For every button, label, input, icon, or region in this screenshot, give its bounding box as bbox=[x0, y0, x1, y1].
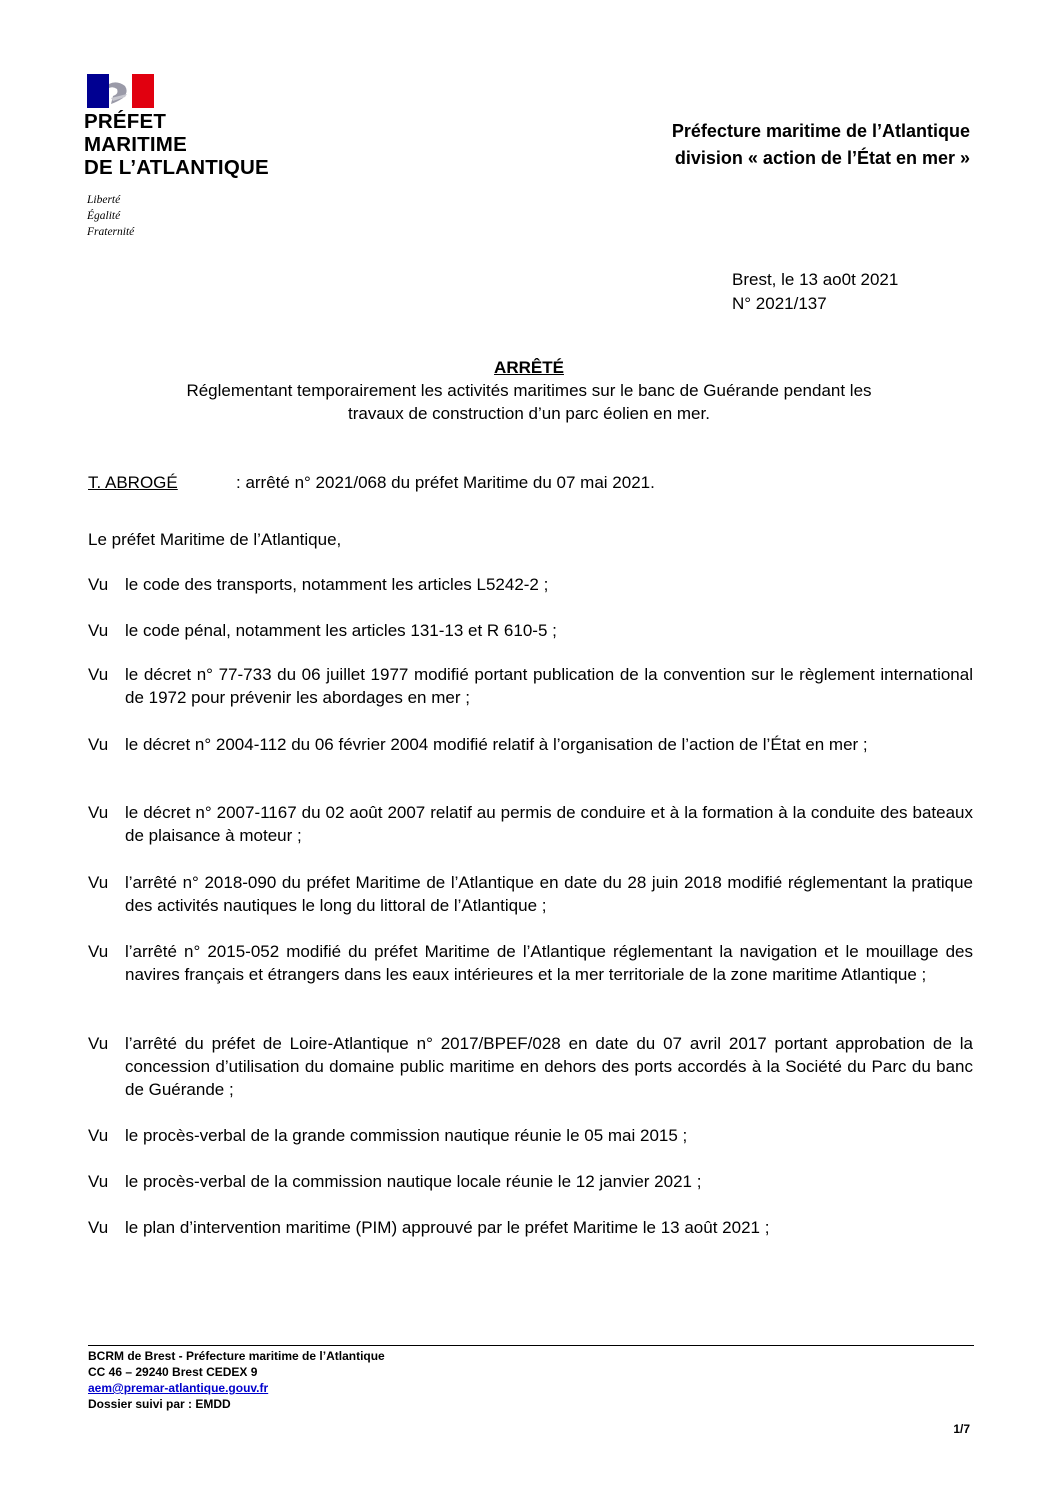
vu-text: le procès-verbal de la commission nautique locale réunie le 12 janvier 2021 ; bbox=[125, 1172, 702, 1191]
vu-key: Vu bbox=[88, 575, 109, 594]
vu-text: le décret n° 2007-1167 du 02 août 2007 relatif au permis de conduire et à la formation à la conduite des bateaux de plaisance à moteur ; bbox=[125, 803, 973, 845]
motto-line: Fraternité bbox=[87, 226, 135, 238]
consideration-item bbox=[88, 1124, 973, 1147]
vu-text: le code des transports, notamment les articles L5242-2 ; bbox=[125, 575, 549, 594]
consideration-item bbox=[88, 940, 973, 986]
footer-contact-line: Dossier suivi par : EMDD bbox=[88, 1397, 231, 1411]
logo-line: DE L’ATLANTIQUE bbox=[84, 156, 269, 179]
logo-line: PRÉFET bbox=[84, 110, 167, 133]
motto-line: Égalité bbox=[87, 210, 121, 222]
marianne-flag-logo bbox=[87, 74, 154, 108]
logo-line: MARITIME bbox=[84, 133, 187, 156]
consideration-item bbox=[88, 1032, 973, 1101]
vu-text: le décret n° 77-733 du 06 juillet 1977 modifié portant publication de la convention sur le règlement international de 1972 pour prévenir les abordages en mer ; bbox=[125, 665, 973, 707]
vu-key: Vu bbox=[88, 803, 109, 822]
footer-address-line: BCRM de Brest - Préfecture maritime de l’Atlantique bbox=[88, 1349, 385, 1363]
date-block bbox=[732, 268, 898, 316]
vu-key: Vu bbox=[88, 1172, 109, 1191]
vu-key: Vu bbox=[88, 621, 109, 640]
vu-text: l’arrêté du préfet de Loire-Atlantique n° 2017/BPEF/028 en date du 07 avril 2017 portant approbation de la concession d’utilisation du domaine public maritime en dehors des ports accordés à la Société du Parc du banc de Guérande ; bbox=[125, 1034, 973, 1099]
vu-key: Vu bbox=[88, 1126, 109, 1145]
vu-text: le plan d’intervention maritime (PIM) approuvé par le préfet Maritime le 13 août 2021 ; bbox=[125, 1218, 770, 1237]
footer-address-line: CC 46 – 29240 Brest CEDEX 9 bbox=[88, 1365, 258, 1379]
footer-divider bbox=[88, 1345, 974, 1346]
page-number: 1/7 bbox=[953, 1422, 970, 1436]
vu-key: Vu bbox=[88, 735, 109, 754]
consideration-item bbox=[88, 573, 973, 596]
consideration-item bbox=[88, 1216, 973, 1239]
vu-key: Vu bbox=[88, 1218, 109, 1237]
consideration-item bbox=[88, 733, 973, 756]
consideration-item bbox=[88, 801, 973, 847]
vu-key: Vu bbox=[88, 665, 109, 684]
abrogation-text: : arrêté n° 2021/068 du préfet Maritime du 07 mai 2021. bbox=[236, 473, 655, 492]
title-line: travaux de construction d’un parc éolien en mer. bbox=[348, 404, 710, 423]
logo-title bbox=[84, 110, 269, 179]
intro-line: Le préfet Maritime de l’Atlantique, bbox=[88, 530, 342, 549]
vu-text: le décret n° 2004-112 du 06 février 2004 modifié relatif à l’organisation de l’action de l’État en mer ; bbox=[125, 735, 868, 754]
vu-text: le procès-verbal de la grande commission nautique réunie le 05 mai 2015 ; bbox=[125, 1126, 688, 1145]
consideration-item bbox=[88, 619, 973, 642]
vu-key: Vu bbox=[88, 942, 109, 961]
consideration-item bbox=[88, 663, 973, 709]
footer bbox=[88, 1348, 385, 1412]
abrogation-label: T. ABROGÉ bbox=[88, 473, 178, 492]
motto-line: Liberté bbox=[87, 194, 121, 206]
title-line: Réglementant temporairement les activités maritimes sur le banc de Guérande pendant les bbox=[186, 381, 872, 400]
vu-text: l’arrêté n° 2018-090 du préfet Maritime de l’Atlantique en date du 28 juin 2018 modifié réglementant la pratique des activités nautiques le long du littoral de l’Atlantique ; bbox=[125, 873, 973, 915]
document-number: N° 2021/137 bbox=[732, 294, 827, 313]
consideration-item bbox=[88, 1170, 973, 1193]
vu-key: Vu bbox=[88, 1034, 109, 1053]
title-heading: ARRÊTÉ bbox=[494, 358, 564, 377]
vu-text: l’arrêté n° 2015-052 modifié du préfet Maritime de l’Atlantique réglementant la navigation et le mouillage des navires français et étrangers dans les eaux intérieures et la mer territoriale de la zone maritime Atlantique ; bbox=[125, 942, 973, 984]
place-date: Brest, le 13 ao0t 2021 bbox=[732, 270, 899, 289]
vu-key: Vu bbox=[88, 873, 109, 892]
org-name: Préfecture maritime de l’Atlantique bbox=[671, 121, 970, 141]
org-division: division « action de l’État en mer » bbox=[674, 148, 970, 168]
organization-header bbox=[672, 118, 970, 172]
footer-email-link[interactable]: aem@premar-atlantique.gouv.fr bbox=[88, 1381, 269, 1395]
republic-motto bbox=[87, 192, 134, 240]
document-title bbox=[88, 356, 970, 425]
consideration-item bbox=[88, 871, 973, 917]
vu-text: le code pénal, notamment les articles 131-13 et R 610-5 ; bbox=[125, 621, 557, 640]
